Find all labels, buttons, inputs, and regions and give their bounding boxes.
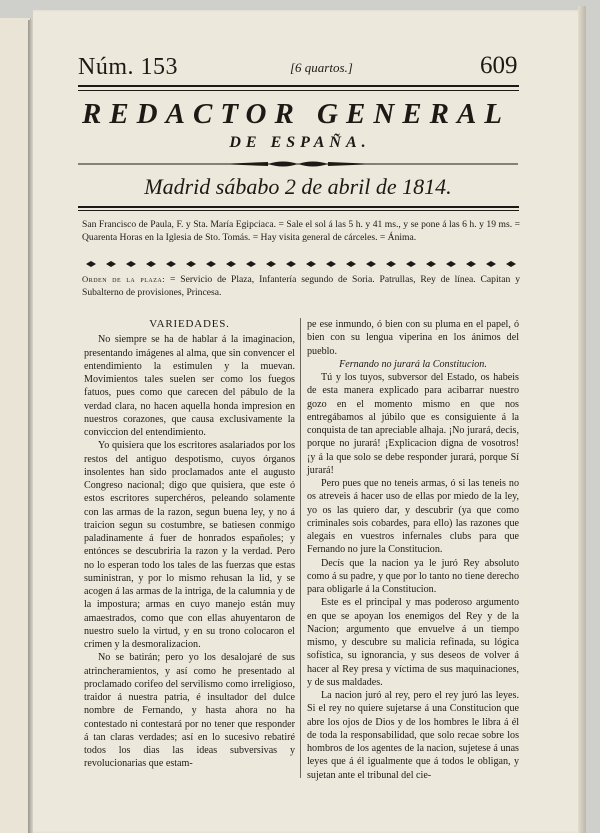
ornamental-divider [78,159,518,169]
newspaper-subtitle: DE ESPAÑA. [229,134,371,151]
paragraph: Este es el principal y mas poderoso argumento en que se apoyan los enemigos del Rey y de la Nacion; argumento que envuelve á un tiempo mismo, y descubre su malicia refinada, su lógica sofística, su ignorancia, y sus deseos de volver á hacer al Rey presa y víctima de sus maquinaciones, y de sus maldades. [307,597,519,688]
date-rule-thin [78,210,519,211]
paragraph: Tú y los tuyos, subversor del Estado, os habeis de esta manera explicado para acibarrar nuestro gozo en el momento mismo en que nos entregábamos al júbilo que es consiguiente á la conquista de tan apreciable alhaja. ¡No jurará, decis, porque no jurará! ¡Explicacion digna de vosotros! ¡y á la que solo se debe responder jurará, porque Sí jurará! [307,372,519,476]
masthead-rule-top [78,85,519,87]
paragraph: Pero pues que no teneis armas, ó si las teneis no os atreveis á hacer uso de ellas por miedo de la ley, yo os las quiero dar, y descubrir (ya que como criminales sois cobardes, para ello) las razones que alegais en vuestros infernales clubs para que Fernando no jure la Constitucion. [307,478,519,556]
masthead-rule-top-thin [78,90,519,91]
paragraph: Decís que la nacion ya le juró Rey absoluto como á su padre, y que por lo tanto no tiene derecho para obligarle á la Constitucion. [307,557,519,595]
paragraph: No siempre se ha de hablar á la imaginacion, presentando imágenes al alma, que sin convencer el entendimiento la estimulen y la muevan. Movimientos tales suelen ser como los fuegos fatuos, pues como que carecen del pábulo de la verdad clara, no hacen aquella honda impresion en nuestros corazones, que causa exclusivamente la conviccion del entendimiento. [84,334,295,438]
newspaper-title: REDACTOR GENERAL [82,98,511,130]
article-heading: VARIEDADES. [149,318,230,330]
date-rule [78,206,519,208]
page-number: 609 [480,52,518,79]
diamond-divider [82,259,518,269]
calendar-note: San Francisco de Paula, F. y Sta. María Egipciaca. = Sale el sol á las 5 h. y 41 ms., y se pone á las 6 h. y 19 ms. = Quarenta Horas en la Iglesia de Sto. Tomás. = Hay visita general de cárceles. = Ánima. [82,219,520,243]
issue-number: Núm. 153 [78,54,178,80]
orden-text: = Servicio de Plaza, Infantería segundo de Soria. Patrullas, Rey de línea. Capitan y Subalterno de provisiones, Princesa. [82,274,520,298]
paragraph-continuation: pe ese inmundo, ó bien con su pluma en el papel, ó bien con su lengua viperina en los ánimos del pueblo. [307,319,519,357]
paragraph: Yo quisiera que los escritores asalariados por los restos del antiguo despotismo, cuyos órganos insolentes han sido proclamados ante el augusto Congreso nacional; digo que quisiera, que este ó estos escritores superchéros, peleando solamente con las armas de la razon, segun buena ley, y no á traicion segun su costumbre, se batiesen conmigo paladinamente á fuer de honrados españoles; y entónces se descubriria la razon y la verdad. Pero no lo esperan todo los tales de las fuerzas que estas suministran, y por lo mismo rehusan la lid, y se acogen á las armas de la intriga, de la calumnia y de la impostura; armas en cuyo manejo están muy amaestrados, como que con ellas ahuyentaron de nuestro suelo la virtud, y en su trono colocaron el crimen y la desmoralizacion. [84,440,295,650]
article-column-1 [84,318,295,771]
article-column-2 [307,318,519,782]
issue-price: [6 quartos.] [290,60,353,75]
issue-date: Madrid sábabo 2 de abril de 1814. [144,174,452,199]
left-page-edge [0,18,31,833]
right-page-edge [578,6,586,833]
column-divider [300,318,301,778]
paragraph: La nacion juró al rey, pero el rey juró las leyes. Si el rey no quiere sujetarse á una Constitucion que abre los ojos de Dios y de los hombres le libra á él de toda la responsabilidad, que solo recae sobre los hombros de los agentes de la nacion, sujetese á unas leyes que á él igualmente que á todos le obligan, y sujetan ante el tribunal del cie- [307,690,519,781]
orden-de-la-plaza [82,273,520,299]
quoted-heading: Fernando no jurará la Constitucion. [339,358,487,370]
orden-label: Orden de la plaza: [82,274,166,284]
paragraph: No se batirán; pero yo los desalojaré de sus atrincheramientos, y así como he presentado al proclamado corifeo del servilismo como irreligioso, traidor á nuestra patria, é insultador del dulce nombre de Fernando, y hasta ahora no ha contestado ni contestará por no tener que responder á tan claras verdades; así en lo sucesivo rebatiré todos los dias las ideas subversivas y revolucionarias que estam- [84,652,295,770]
